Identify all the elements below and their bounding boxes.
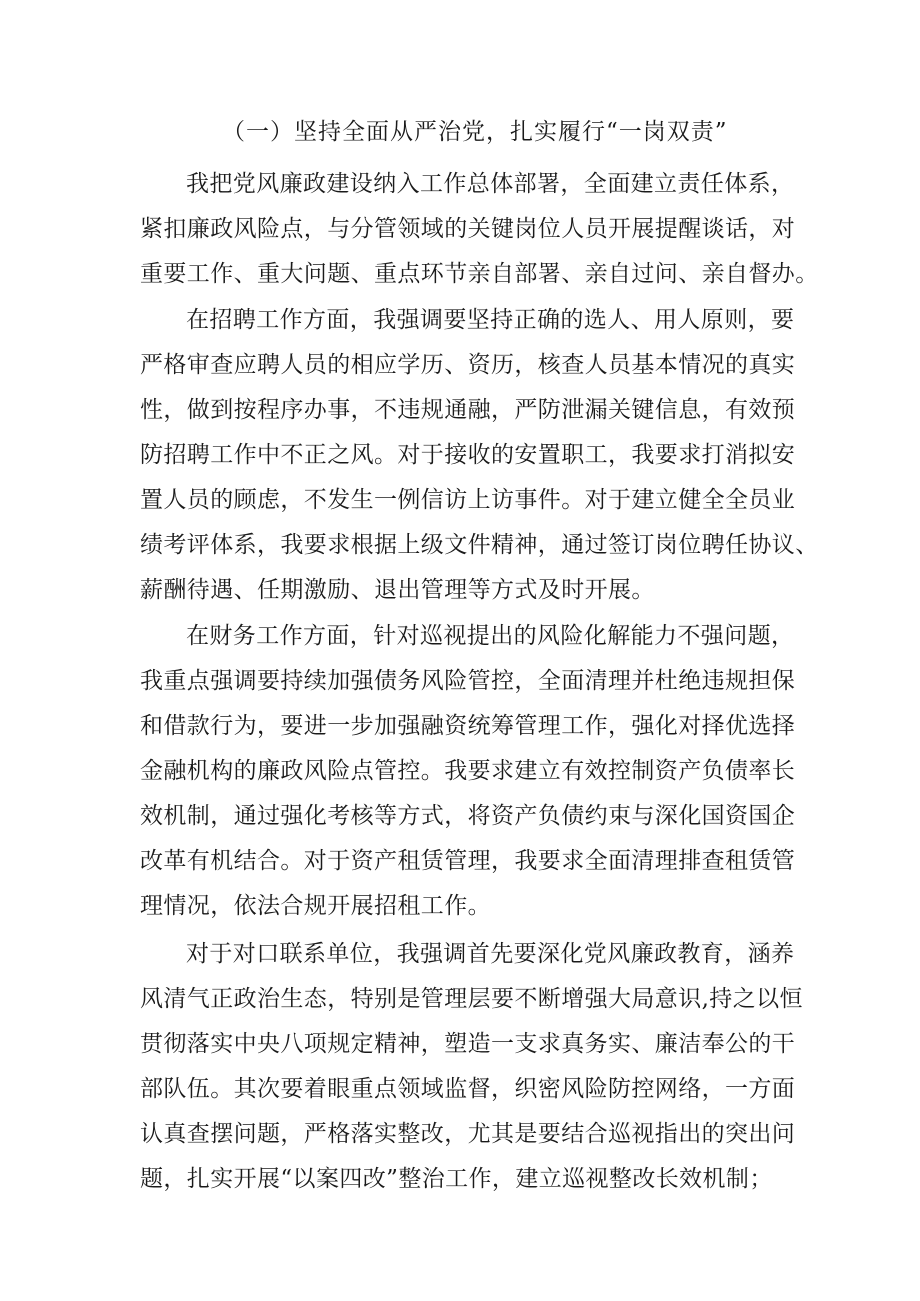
section-heading: （一）坚持全面从严治党，扎实履行“一岗双责”: [222, 119, 728, 145]
text-line: 改革有机结合。对于资产租赁管理，我要求全面清理排查租赁管: [140, 848, 796, 874]
text-line: 和借款行为，要进一步加强融资统筹管理工作，强化对择优选择: [140, 713, 796, 739]
text-line: 效机制，通过强化考核等方式，将资产负债约束与深化国资国企: [140, 803, 796, 829]
text-line: 题，扎实开展“以案四改”整治工作，建立巡视整改长效机制；: [140, 1166, 773, 1192]
text-line: 在财务工作方面，针对巡视提出的风险化解能力不强问题，: [186, 623, 795, 649]
text-line: 严格审查应聘人员的相应学历、资历，核查人员基本情况的真实: [140, 352, 796, 378]
text-line: 防招聘工作中不正之风。对于接收的安置职工，我要求打消拟安: [140, 442, 796, 468]
text-line: 风清气正政治生态，特别是管理层要不断增强大局意识,持之以恒: [140, 986, 803, 1012]
text-line: 绩考评体系，我要求根据上级文件精神，通过签订岗位聘任协议、: [140, 532, 819, 558]
text-line: 重要工作、重大问题、重点环节亲自部署、亲自过问、亲自督办。: [140, 261, 819, 287]
text-line: 置人员的顾虑，不发生一例信访上访事件。对于建立健全全员业: [140, 487, 796, 513]
paragraph-party-responsibility: [140, 162, 819, 297]
text-line: 薪酬待遇、任期激励、退出管理等方式及时开展。: [140, 577, 655, 603]
paragraph-finance: [140, 614, 796, 929]
text-line: 部队伍。其次要着眼重点领域监督，织密风险防控网络，一方面: [140, 1076, 796, 1102]
text-line: 理情况，依法合规开展招租工作。: [140, 893, 491, 919]
text-line: 紧扣廉政风险点，与分管领域的关键岗位人员开展提醒谈话，对: [140, 216, 796, 242]
text-line: 我重点强调要持续加强债务风险管控，全面清理并杜绝违规担保: [140, 668, 796, 694]
paragraph-recruitment: [140, 298, 819, 613]
text-line: 金融机构的廉政风险点管控。我要求建立有效控制资产负债率长: [140, 758, 796, 784]
text-line: 我把党风廉政建设纳入工作总体部署，全面建立责任体系，: [186, 171, 795, 197]
text-line: 贯彻落实中央八项规定精神，塑造一支求真务实、廉洁奉公的干: [140, 1031, 796, 1057]
text-line: 在招聘工作方面，我强调要坚持正确的选人、用人原则，要: [186, 307, 795, 333]
text-line: 性，做到按程序办事，不违规通融，严防泄漏关键信息，有效预: [140, 397, 796, 423]
text-line: 认真查摆问题，严格落实整改，尤其是要结合巡视指出的突出问: [140, 1121, 796, 1147]
paragraph-liaison-units: [140, 932, 803, 1202]
text-line: 对于对口联系单位，我强调首先要深化党风廉政教育，涵养: [186, 941, 795, 967]
